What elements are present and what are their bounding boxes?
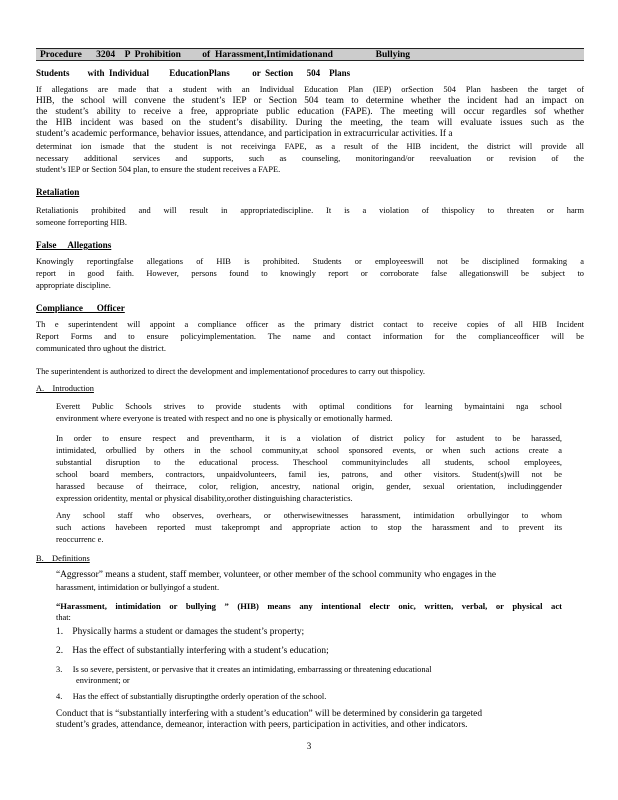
definition-item-3-cont: [76, 676, 130, 686]
retaliation-heading: Retaliation: [36, 187, 80, 197]
intro-p3-line-1: Any school staff who observes, overhears, or otherwisewitnesses harassment, intimidation orbullyingor to whom: [56, 511, 562, 520]
intro-p1-line-1: Everett Public Schools strives to provide students with optimal conditions for learning bymaintaini nga school: [56, 402, 562, 411]
students-line-7: necessary additional services and supports, such as counseling, monitoringand/or reevaluation or revision of the: [36, 154, 584, 163]
compliance-line-2: Report Forms and to ensure policyimplementation. The name and contact information for the complianceofficer will be: [36, 332, 584, 341]
procedure-header: Procedure 3204 P Prohibition of Harassment,Intimidationand Bullying: [36, 48, 584, 61]
false-allegations-heading: False Allegations: [36, 240, 112, 250]
intro-p3-line-2: such actions havebeen reported must takeprompt and appropriate action to stop the harassment and to prevent its: [56, 523, 562, 532]
false-allegations-line-1: Knowingly reportingfalse allegations of HIB is prohibited. Students or employeeswill not be disciplined formaking a: [36, 257, 584, 266]
students-line-1: If allegations are made that a student with an Individual Education Plan (IEP) orSection 504 Plan hasbeen the target of: [36, 85, 584, 94]
conduct-line-2: student’s grades, attendance, demeanor, interaction with peers, participation in activities, and other indicators.: [56, 720, 468, 730]
false-allegations-line-2: report in good faith. However, persons found to knowingly report or corroborate false allegationswill be subject to: [36, 269, 584, 278]
students-iep-heading: Students with Individual EducationPlans or Section 504 Plans: [36, 68, 351, 78]
intro-p2-line-4: school board members, contractors, unpaidvolunteers, famil ies, patrons, and other visitors. Student(s)will not be: [56, 470, 562, 479]
intro-p2-line-2: intimidated, orbullied by others in the school community,at school sponsored events, or when such actions create a: [56, 446, 562, 455]
intro-p2-line-1: In order to ensure respect and preventharm, it is a violation of district policy for astudent to be harassed,: [56, 434, 562, 443]
definition-item-2: [56, 646, 329, 656]
compliance-authorized-line: The superintendent is authorized to direct the development and implementationof procedures to carry out thispolicy.: [36, 367, 426, 376]
intro-p1-line-2: environment where everyone is treated with respect and no one is physically or emotionally harmed.: [56, 414, 393, 423]
definition-item-3: [56, 665, 562, 675]
students-line-2: HIB, the school will convene the student’s IEP or Section 504 team to determine whether the incident had an impact on: [36, 96, 584, 106]
definition-item-1: [56, 627, 304, 637]
item-text: Has the effect of substantially interfering with a student’s education;: [72, 646, 329, 656]
students-line-4: the HIB incident was based on the student’s disability. During the meeting, the team will evaluate issues such as the: [36, 118, 584, 128]
item-text: Has the effect of substantially disruptingthe orderly operation of the school.: [72, 692, 327, 701]
students-line-3: the student’s ability to receive a free, appropriate public education (FAPE). The meeting will occur regardles sof whether: [36, 107, 584, 117]
item-number: 2.: [56, 646, 64, 656]
students-line-6: determinat ion ismade that the student is not receivinga FAPE, as a result of the HIB incident, the district will provide all: [36, 142, 584, 151]
hib-definition-line-1: “Harassment, intimidation or bullying ” (HIB) means any intentional electr onic, written, verbal, or physical act: [56, 601, 562, 611]
intro-heading: A. Introduction: [36, 384, 94, 393]
definition-item-4: [56, 692, 326, 702]
page-number: 3: [306, 741, 312, 751]
compliance-line-1: Th e superintendent will appoint a compliance officer as the primary district contact to receive copies of all HIB Incident: [36, 320, 584, 329]
item-number: 3.: [56, 665, 63, 674]
aggressor-line-1: “Aggressor” means a student, staff member, volunteer, or other member of the school community who engages in the: [56, 570, 497, 580]
retaliation-line-2: someone forreporting HIB.: [36, 218, 127, 227]
conduct-line-1: Conduct that is “substantially interfering with a student’s education” will be determined by considerin ga targeted: [56, 709, 483, 719]
intro-p2-line-3: substantial disruption to the educational process. Theschool communityincludes all students, school employees,: [56, 458, 562, 467]
item-text: environment; or: [76, 676, 130, 685]
intro-p3-line-3: reoccurrenc e.: [56, 535, 104, 544]
intro-p2-line-5: harassed because of theirrace, color, religion, ancestry, national origin, gender, sexual orientation, includinggender: [56, 482, 562, 491]
item-text: Is so severe, persistent, or pervasive that it creates an intimidating, embarrassing or threatening educational: [72, 665, 432, 674]
false-allegations-line-3: appropriate discipline.: [36, 281, 111, 290]
compliance-officer-heading: Compliance Officer: [36, 303, 125, 313]
compliance-line-3: communicated thro ughout the district.: [36, 344, 167, 353]
hib-definition-line-2: that:: [56, 613, 71, 622]
students-line-5: student’s academic performance, behavior issues, attendance, and participation in extracurricular activities. If a: [36, 129, 453, 139]
retaliation-line-1: Retaliationis prohibited and will result in appropriatediscipline. It is a violation of thispolicy to threaten or harm: [36, 206, 584, 215]
students-line-8: student’s IEP or Section 504 plan, to ensure the student receives a FAPE.: [36, 165, 281, 174]
definitions-heading: B. Definitions: [36, 554, 90, 563]
item-text: Physically harms a student or damages the student’s property;: [72, 627, 305, 637]
item-number: 1.: [56, 627, 64, 637]
item-number: 4.: [56, 692, 63, 701]
intro-p2-line-6: expression oridentity, mental or physical disability,orother distinguishing characteristics.: [56, 494, 353, 503]
aggressor-line-2: harassment, intimidation or bullyingof a student.: [56, 583, 220, 592]
